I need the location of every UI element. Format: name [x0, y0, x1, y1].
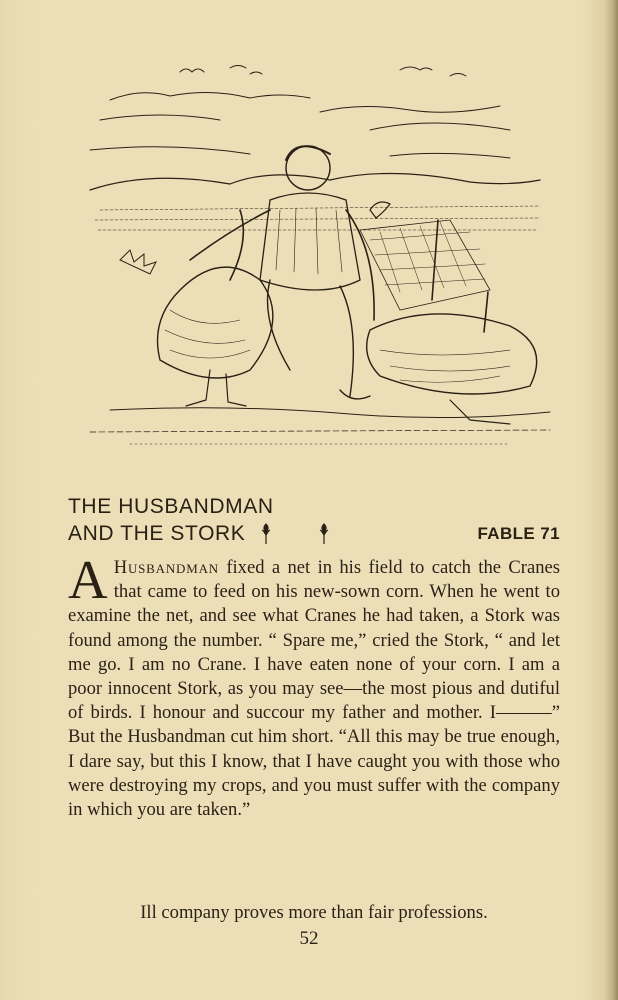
- fable-text: fixed a net in his field to catch the Cranes that came to feed on his new-sown corn. When he went to examine the net, and see what Cranes he had taken, a Stork was found among the number. “ Spare me,” cried the Stork, “ and let me go. I am no Crane. I have eaten none of your corn. I am a poor innocent Stork, as you may see—the most pious and dutiful of birds. I honour and succour my father and mother. I———” But the Husbandman cut him short. “All this may be true enough, I dare say, but this I know, that I have caught you with those who were destroying my crops, and you must suffer with the company in which you are taken.”: [68, 557, 560, 821]
- floral-ornament-icon: [317, 522, 331, 546]
- bird-sketch: [230, 66, 262, 75]
- engraving-illustration: [70, 60, 560, 455]
- floral-ornament-icon: [259, 522, 273, 546]
- drop-cap: A: [68, 549, 108, 610]
- page-number: 52: [299, 928, 319, 949]
- page-edge-shadow: [604, 0, 618, 1000]
- fable-heading: [68, 493, 560, 547]
- opening-word: Husbandman: [113, 557, 219, 578]
- bird-sketch: [180, 69, 204, 72]
- fable-moral: Ill company proves more than fair professions.: [140, 902, 488, 923]
- heading-line-1: THE HUSBANDMAN: [68, 495, 274, 518]
- heading-line-2: AND THE STORK: [68, 522, 246, 545]
- fable-number: FABLE 71: [477, 524, 560, 543]
- heading-line-2-row: [68, 520, 560, 547]
- bird-sketch: [400, 67, 466, 76]
- fable-body: [68, 549, 560, 822]
